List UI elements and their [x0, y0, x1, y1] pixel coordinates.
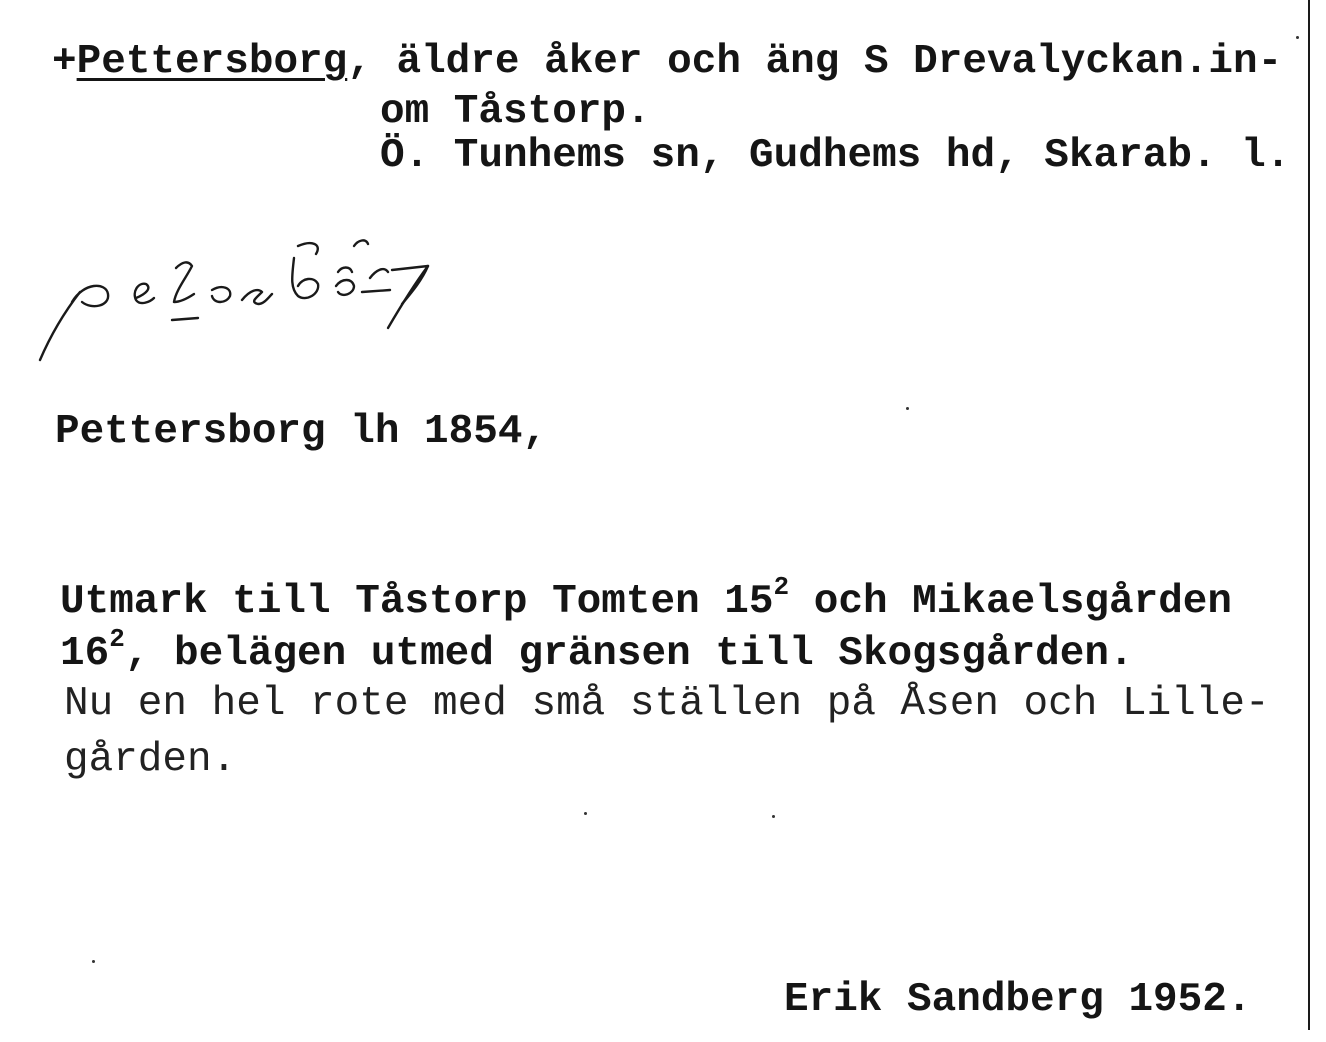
- source-reference: Pettersborg lh 1854,: [55, 409, 548, 455]
- entry-line-1: [52, 39, 1283, 85]
- handwritten-transcription: [36, 232, 436, 367]
- signature: Erik Sandberg 1952.: [784, 977, 1252, 1023]
- entry-name: Pettersborg: [76, 39, 348, 85]
- description-text: , belägen utmed gränsen till Skogsgården.: [124, 631, 1134, 677]
- card-edge-line: [1308, 0, 1310, 1030]
- plus-marker: +: [52, 39, 77, 85]
- superscript: 2: [109, 624, 125, 654]
- description-text: 16: [60, 631, 110, 677]
- description-text: Utmark till Tåstorp Tomten 15: [60, 579, 774, 625]
- scan-speck: [772, 815, 775, 818]
- description-line-4: gården.: [64, 737, 237, 783]
- entry-line-2: om Tåstorp.: [380, 89, 651, 135]
- description-line-2: [60, 624, 1134, 677]
- scan-speck: [1296, 36, 1299, 39]
- entry-description-start: , äldre åker och äng S Drevalyckan.in-: [347, 39, 1283, 85]
- entry-location: Ö. Tunhems sn, Gudhems hd, Skarab. l.: [380, 133, 1291, 179]
- scan-speck: [906, 407, 909, 410]
- description-line-1: [60, 572, 1233, 625]
- description-line-3: Nu en hel rote med små ställen på Åsen och Lille-: [64, 681, 1270, 727]
- scan-speck: [92, 960, 95, 963]
- scan-speck: [584, 812, 587, 815]
- description-text: och Mikaelsgården: [789, 579, 1233, 625]
- superscript: 2: [773, 572, 790, 602]
